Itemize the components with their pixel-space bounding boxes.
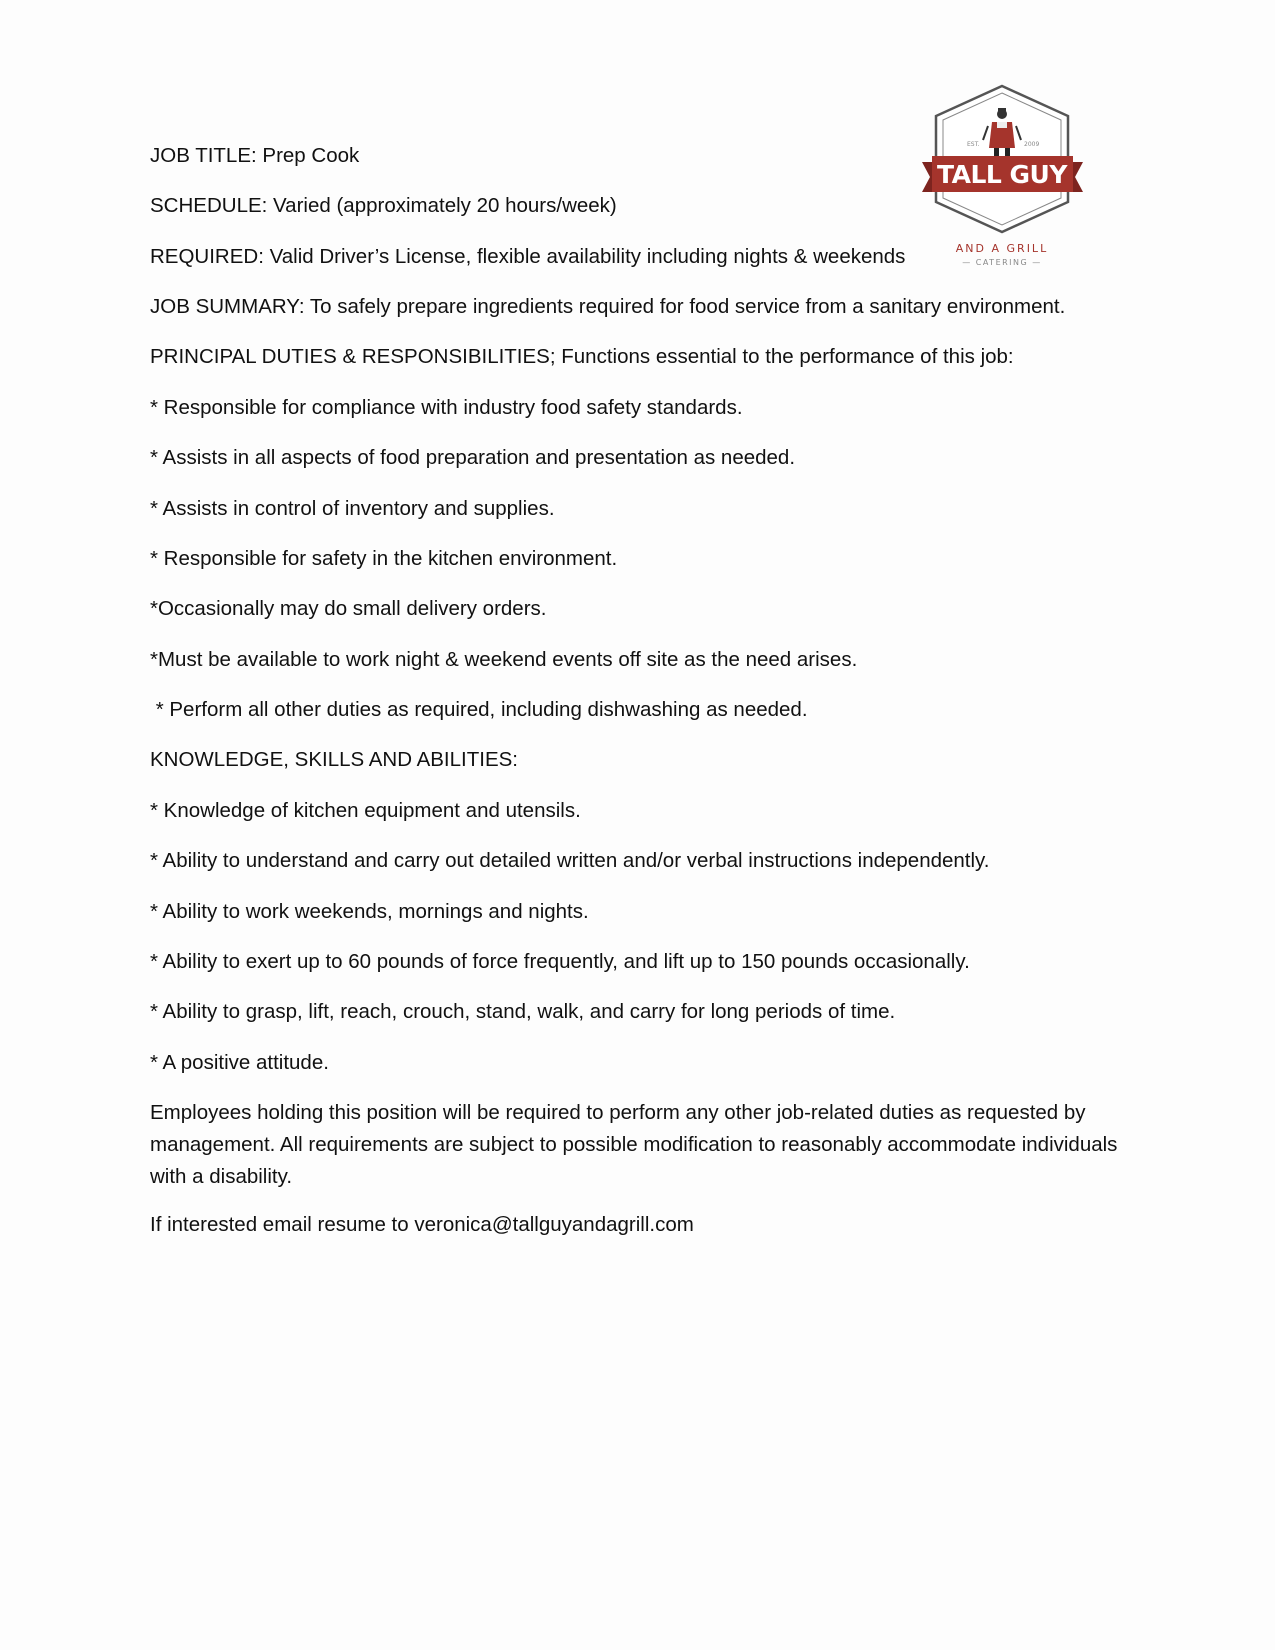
skills-heading: KNOWLEDGE, SKILLS AND ABILITIES: — [150, 748, 518, 771]
list-item: * Assists in all aspects of food preparation and presentation as needed. — [150, 446, 796, 469]
list-item: * A positive attitude. — [150, 1051, 329, 1074]
list-item: * Ability to grasp, lift, reach, crouch, stand, walk, and carry for long periods of time. — [150, 1000, 896, 1023]
schedule: SCHEDULE: Varied (approximately 20 hours/week) — [150, 194, 617, 217]
tall-guy-logo — [920, 80, 1085, 275]
disclaimer-paragraph: Employees holding this position will be required to perform any other job-related duties as requested by management. All requirements are subject to possible modification to reasonably accommodate individuals with a disability. — [150, 1101, 1118, 1188]
list-item: * Ability to work weekends, mornings and nights. — [150, 900, 589, 923]
svg-text:EST.: EST. — [967, 141, 980, 148]
list-item: * Ability to understand and carry out detailed written and/or verbal instructions independently. — [150, 849, 990, 872]
logo-tagline: AND A GRILL — [955, 242, 1049, 255]
list-item: * Perform all other duties as required, including dishwashing as needed. — [150, 698, 808, 721]
required: REQUIRED: Valid Driver’s License, flexible availability including nights & weekends — [150, 245, 906, 268]
contact-line: If interested email resume to veronica@tallguyandagrill.com — [150, 1213, 694, 1236]
logo-catering: — CATERING — — [962, 258, 1042, 267]
job-summary: JOB SUMMARY: To safely prepare ingredients required for food service from a sanitary environment. — [150, 295, 1066, 318]
list-item: * Responsible for safety in the kitchen environment. — [150, 547, 618, 570]
list-item: * Responsible for compliance with industry food safety standards. — [150, 396, 743, 419]
job-title: JOB TITLE: Prep Cook — [150, 144, 360, 167]
list-item: * Ability to exert up to 60 pounds of force frequently, and lift up to 150 pounds occasionally. — [150, 950, 970, 973]
logo-brand-text: TALL GUY — [937, 160, 1067, 189]
list-item: * Knowledge of kitchen equipment and utensils. — [150, 799, 581, 822]
svg-text:2009: 2009 — [1024, 141, 1040, 148]
list-item: *Occasionally may do small delivery orders. — [150, 597, 547, 620]
list-item: * Assists in control of inventory and supplies. — [150, 497, 555, 520]
list-item: *Must be available to work night & weekend events off site as the need arises. — [150, 648, 858, 671]
duties-heading: PRINCIPAL DUTIES & RESPONSIBILITIES; Functions essential to the performance of this job: — [150, 345, 1014, 368]
